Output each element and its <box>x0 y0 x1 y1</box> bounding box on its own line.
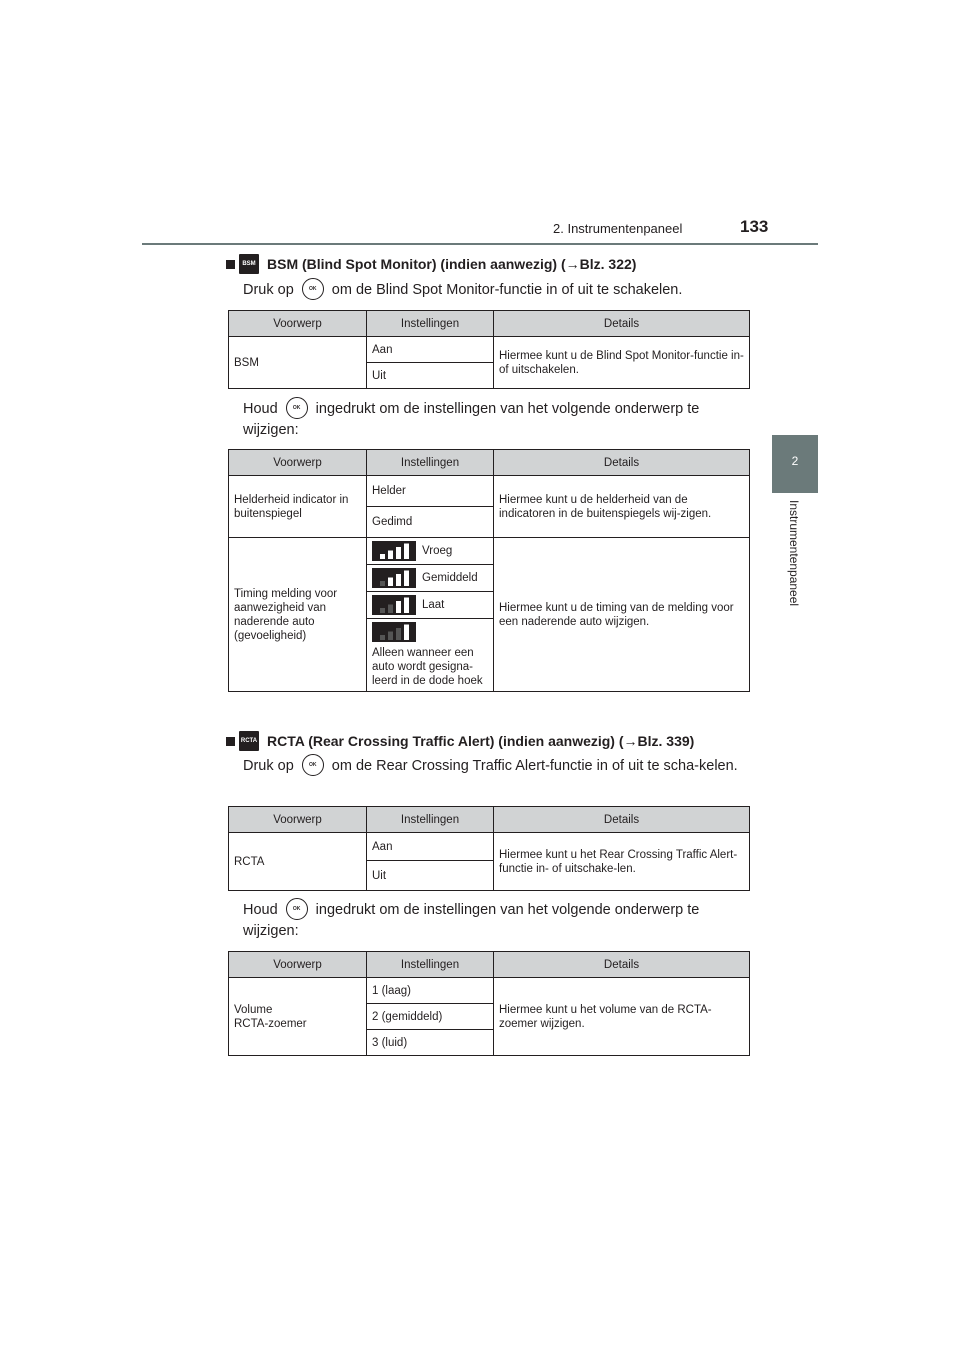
setting-label: Alleen wanneer een auto wordt gesigna-leerd in de dode hoek <box>372 647 483 687</box>
signal-bar <box>396 574 401 586</box>
col-header-details: Details <box>494 807 750 833</box>
rcta-volume-table <box>228 951 750 1056</box>
ok-button-icon: OK <box>302 278 324 300</box>
sensitivity-icon <box>372 595 416 615</box>
signal-bar <box>380 608 385 613</box>
col-header-details: Details <box>494 450 750 476</box>
hold-text: Houd <box>243 901 278 918</box>
item-line: RCTA-zoemer <box>234 1017 307 1030</box>
bsm-settings-table <box>228 449 750 692</box>
ok-button-icon: OK <box>286 898 308 920</box>
table-cell-details: Hiermee kunt u het Rear Crossing Traffic Alert-functie in- of uitschake-len. <box>494 833 750 891</box>
table-cell-setting: 1 (laag) <box>367 978 494 1004</box>
setting-label: Laat <box>422 599 445 611</box>
hold-text: Houd <box>243 400 278 417</box>
page-number: 133 <box>740 217 769 236</box>
table-cell-details: Hiermee kunt u de Blind Spot Monitor-functie in- of uitschakelen. <box>494 337 750 389</box>
rcta-hold-instruction <box>243 899 749 941</box>
bsm-icon: BSM <box>239 254 259 274</box>
setting-label: Vroeg <box>422 545 453 557</box>
rcta-heading <box>226 731 694 751</box>
col-header-details: Details <box>494 952 750 978</box>
col-header-voorwerp: Voorwerp <box>229 450 367 476</box>
table-cell-item <box>229 978 367 1056</box>
signal-bar <box>388 551 393 560</box>
sensitivity-icon <box>372 622 416 642</box>
col-header-voorwerp: Voorwerp <box>229 311 367 337</box>
signal-bar <box>396 601 401 613</box>
table-cell-setting: 3 (luid) <box>367 1030 494 1056</box>
signal-bar <box>404 598 409 614</box>
table-cell-setting: Aan <box>367 337 494 363</box>
signal-bar <box>388 578 393 587</box>
ok-button-icon: OK <box>286 397 308 419</box>
col-header-instellingen: Instellingen <box>367 311 494 337</box>
bullet-square-icon <box>226 260 235 269</box>
table-cell-details: Hiermee kunt u de helderheid van de indicatoren in de buitenspiegels wij-zigen. <box>494 476 750 538</box>
table-cell-setting <box>367 538 494 565</box>
signal-bar <box>404 571 409 587</box>
table-cell-setting: 2 (gemiddeld) <box>367 1004 494 1030</box>
signal-bar <box>396 628 401 640</box>
setting-label: Gemiddeld <box>422 572 478 584</box>
bsm-heading <box>226 254 636 274</box>
table-cell-setting: Helder <box>367 476 494 507</box>
table-cell-setting <box>367 565 494 592</box>
table-cell-setting: Uit <box>367 363 494 389</box>
press-text: Druk op <box>243 757 294 774</box>
running-header-section: 2. Instrumentenpaneel <box>553 221 683 236</box>
press-text-after: om de Blind Spot Monitor-functie in of uit te schakelen. <box>331 281 683 298</box>
ok-button-icon: OK <box>302 754 324 776</box>
table-cell-setting <box>367 619 494 692</box>
signal-bar <box>404 544 409 560</box>
col-header-instellingen: Instellingen <box>367 952 494 978</box>
bsm-table <box>228 310 750 389</box>
signal-bar <box>380 554 385 559</box>
item-line: Volume <box>234 1003 273 1016</box>
col-header-details: Details <box>494 311 750 337</box>
signal-bar <box>388 605 393 614</box>
hold-text-after: ingedrukt om de instellingen van het volgende onderwerp te wijzigen: <box>243 901 700 939</box>
col-header-voorwerp: Voorwerp <box>229 952 367 978</box>
table-cell-item: BSM <box>229 337 367 389</box>
chapter-label: Instrumentenpaneel <box>787 500 801 607</box>
bsm-heading-text: BSM (Blind Spot Monitor) (indien aanwezig) (→Blz. 322) <box>267 256 637 272</box>
signal-bar <box>396 547 401 559</box>
chapter-tab: 2 <box>772 435 818 493</box>
table-cell-item: Timing melding voor aanwezigheid van naderende auto (gevoeligheid) <box>229 538 367 692</box>
bsm-hold-instruction <box>243 398 749 440</box>
table-cell-item: RCTA <box>229 833 367 891</box>
table-cell-setting <box>367 592 494 619</box>
table-cell-setting: Gedimd <box>367 507 494 538</box>
col-header-voorwerp: Voorwerp <box>229 807 367 833</box>
hold-text-after: ingedrukt om de instellingen van het volgende onderwerp te wijzigen: <box>243 400 700 438</box>
signal-bar <box>404 625 409 641</box>
sensitivity-icon <box>372 568 416 588</box>
rcta-heading-text: RCTA (Rear Crossing Traffic Alert) (indien aanwezig) (→Blz. 339) <box>267 733 695 749</box>
table-cell-item: Helderheid indicator in buitenspiegel <box>229 476 367 538</box>
header-rule <box>142 243 818 245</box>
table-cell-details: Hiermee kunt u het volume van de RCTA-zoemer wijzigen. <box>494 978 750 1056</box>
rcta-icon: RCTA <box>239 731 259 751</box>
bullet-square-icon <box>226 737 235 746</box>
sensitivity-icon <box>372 541 416 561</box>
table-cell-details: Hiermee kunt u de timing van de melding voor een naderende auto wijzigen. <box>494 538 750 692</box>
press-text: Druk op <box>243 281 294 298</box>
table-cell-setting: Uit <box>367 861 494 891</box>
rcta-table <box>228 806 750 891</box>
rcta-press-instruction <box>243 755 749 777</box>
col-header-instellingen: Instellingen <box>367 450 494 476</box>
table-cell-setting: Aan <box>367 833 494 861</box>
bsm-press-instruction <box>243 279 749 301</box>
press-text-after: om de Rear Crossing Traffic Alert-functie in of uit te scha-kelen. <box>331 757 738 774</box>
signal-bar <box>380 635 385 640</box>
signal-bar <box>380 581 385 586</box>
col-header-instellingen: Instellingen <box>367 807 494 833</box>
signal-bar <box>388 632 393 641</box>
